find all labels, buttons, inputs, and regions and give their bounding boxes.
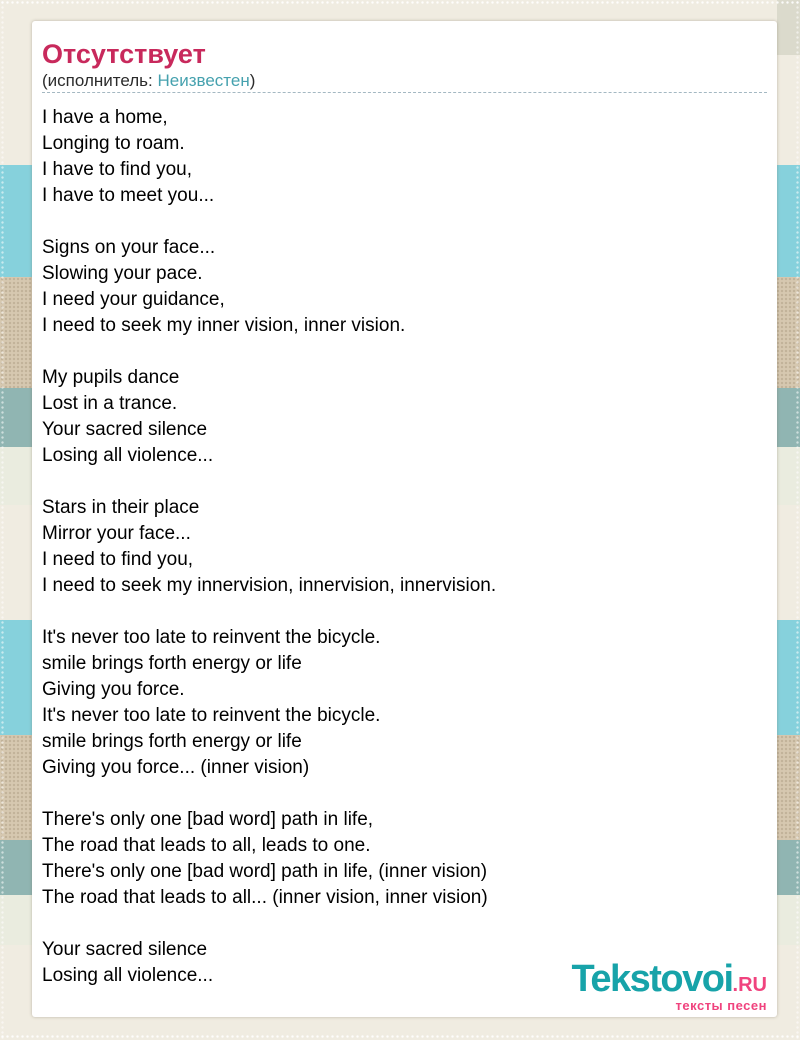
lyrics [42, 105, 767, 989]
artist-prefix: (исполнитель: [42, 71, 158, 90]
lyric-line: Giving you force. [42, 679, 185, 700]
lyric-line: I need to find you, [42, 549, 194, 570]
lyric-line: Your sacred silence [42, 419, 208, 440]
lyric-line: I need your guidance, [42, 289, 225, 310]
lyric-line: I need to seek my inner vision, inner vision. [42, 315, 406, 336]
content-card [32, 21, 777, 1017]
lyric-line: smile brings forth energy or life [42, 653, 302, 674]
lyric-line: The road that leads to all... (inner vision, inner vision) [42, 887, 488, 908]
lyric-line: There's only one [bad word] path in life, (inner vision) [42, 861, 488, 882]
logo-tagline: тексты песен [675, 998, 767, 1013]
lyric-line: I have to meet you... [42, 185, 215, 206]
lyrics-stanza [42, 625, 767, 781]
artist-line [42, 71, 767, 93]
lyric-line: Stars in their place [42, 497, 200, 518]
dotted-edge-top [0, 0, 800, 6]
lyrics-stanza [42, 495, 767, 599]
lyrics-stanza [42, 105, 767, 209]
lyric-line: Signs on your face... [42, 237, 216, 258]
lyrics-stanza [42, 807, 767, 911]
lyric-line: Losing all violence... [42, 445, 214, 466]
lyric-line: It's never too late to reinvent the bicycle. [42, 627, 381, 648]
lyrics-stanza [42, 365, 767, 469]
artist-link[interactable]: Неизвестен [157, 71, 250, 90]
lyric-line: Lost in a trance. [42, 393, 178, 414]
logo-wordmark-row [571, 958, 767, 1002]
artist-suffix: ) [249, 71, 256, 90]
page-title: Отсутствует [42, 39, 206, 69]
site-logo-link[interactable] [571, 958, 767, 1013]
lyric-line: My pupils dance [42, 367, 180, 388]
dotted-edge-left [0, 0, 5, 1040]
dotted-edge-bottom [0, 1034, 800, 1040]
logo-tld: .RU [732, 974, 767, 996]
lyric-line: Longing to roam. [42, 133, 185, 154]
lyric-line: It's never too late to reinvent the bicycle. [42, 705, 381, 726]
lyric-line: smile brings forth energy or life [42, 731, 302, 752]
lyric-line: There's only one [bad word] path in life, [42, 809, 374, 830]
lyric-line: Losing all violence... [42, 965, 214, 986]
dotted-edge-right [795, 0, 800, 1040]
logo-wordmark: Tekstovoi [571, 958, 733, 1000]
lyric-line: Giving you force... (inner vision) [42, 757, 310, 778]
lyrics-stanza [42, 235, 767, 339]
lyric-line: I have to find you, [42, 159, 192, 180]
lyric-line: Slowing your pace. [42, 263, 203, 284]
lyric-line: Your sacred silence [42, 939, 208, 960]
lyric-line: I have a home, [42, 107, 168, 128]
lyric-line: The road that leads to all, leads to one. [42, 835, 371, 856]
lyric-line: I need to seek my innervision, innervision, innervision. [42, 575, 497, 596]
lyric-line: Mirror your face... [42, 523, 191, 544]
